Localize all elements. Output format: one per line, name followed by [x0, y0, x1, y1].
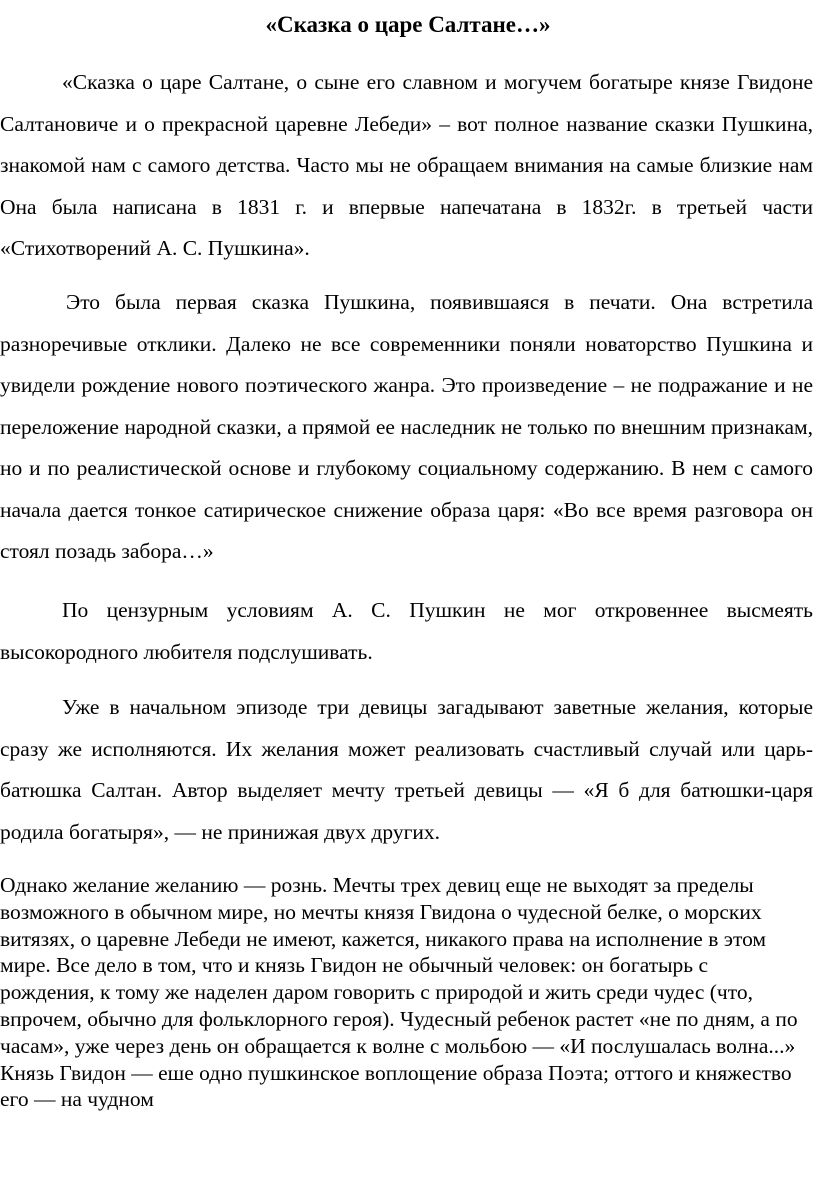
paragraph-prince-gvidon: Однако желание желанию — рознь. Мечты трех девиц еще не выходят за пределы возможного в обычном мире, но мечты князя Гвидона о чудесной белке, о морских витязях, о царевне Лебеди не имеют, кажется, никакого права на исполнение в этом мире. Все дело в том, что и князь Гвидон не обычный человек: он богатырь с рождения, к тому же наделен даром говорить с природой и жить среди чудес (что, впрочем, обычно для фольклорного героя). Чудесный ребенок растет «не по дням, а по часам», уже через день он обращается к волне с мольбою — «И послушалась волна...» Князь Гвидон — еше одно пушкинское воплощение образа Поэта; оттого и княжество его — на чудном	[0, 873, 798, 1112]
paragraph-three-maidens: Уже в начальном эпизоде три девицы загадывают заветные желания, которые сразу же исполняются. Их желания может реализовать счастливый случай или царь-батюшка Салтан. Автор выделяет мечту третьей девицы — «Я б для батюшки-царя родила богатыря», — не принижая двух других.	[0, 695, 813, 844]
document-title: «Сказка о царе Салтане…»	[265, 12, 551, 37]
paragraph-intro: «Сказка о царе Салтане, о сыне его славном и могучем богатыре князе Гвидоне Салтановиче и о прекрасной царевне Лебеди» – вот полное название сказки Пушкина, знакомой нам с самого детства. Часто мы не обращаем внимания на самые близкие нам Она была написана в 1831 г. и впервые напечатана в 1832г. в третьей части «Стихотворений А. С. Пушкина».	[0, 70, 813, 260]
paragraph-censorship: По цензурным условиям А. С. Пушкин не мог откровеннее высмеять высокородного любителя подслушивать.	[0, 598, 813, 664]
paragraph-first-fairy-tale: Это была первая сказка Пушкина, появившаяся в печати. Она встретила разноречивые отклики. Далеко не все современники поняли новаторство Пушкина и увидели рождение нового поэтического жанра. Это произведение – не подражание и не переложение народной сказки, а прямой ее наследник не только по внешним признакам, но и по реалистической основе и глубокому социальному содержанию. В нем с самого начала дается тонкое сатирическое снижение образа царя: «Во все время разговора он стоял позадь забора…»	[0, 290, 813, 563]
